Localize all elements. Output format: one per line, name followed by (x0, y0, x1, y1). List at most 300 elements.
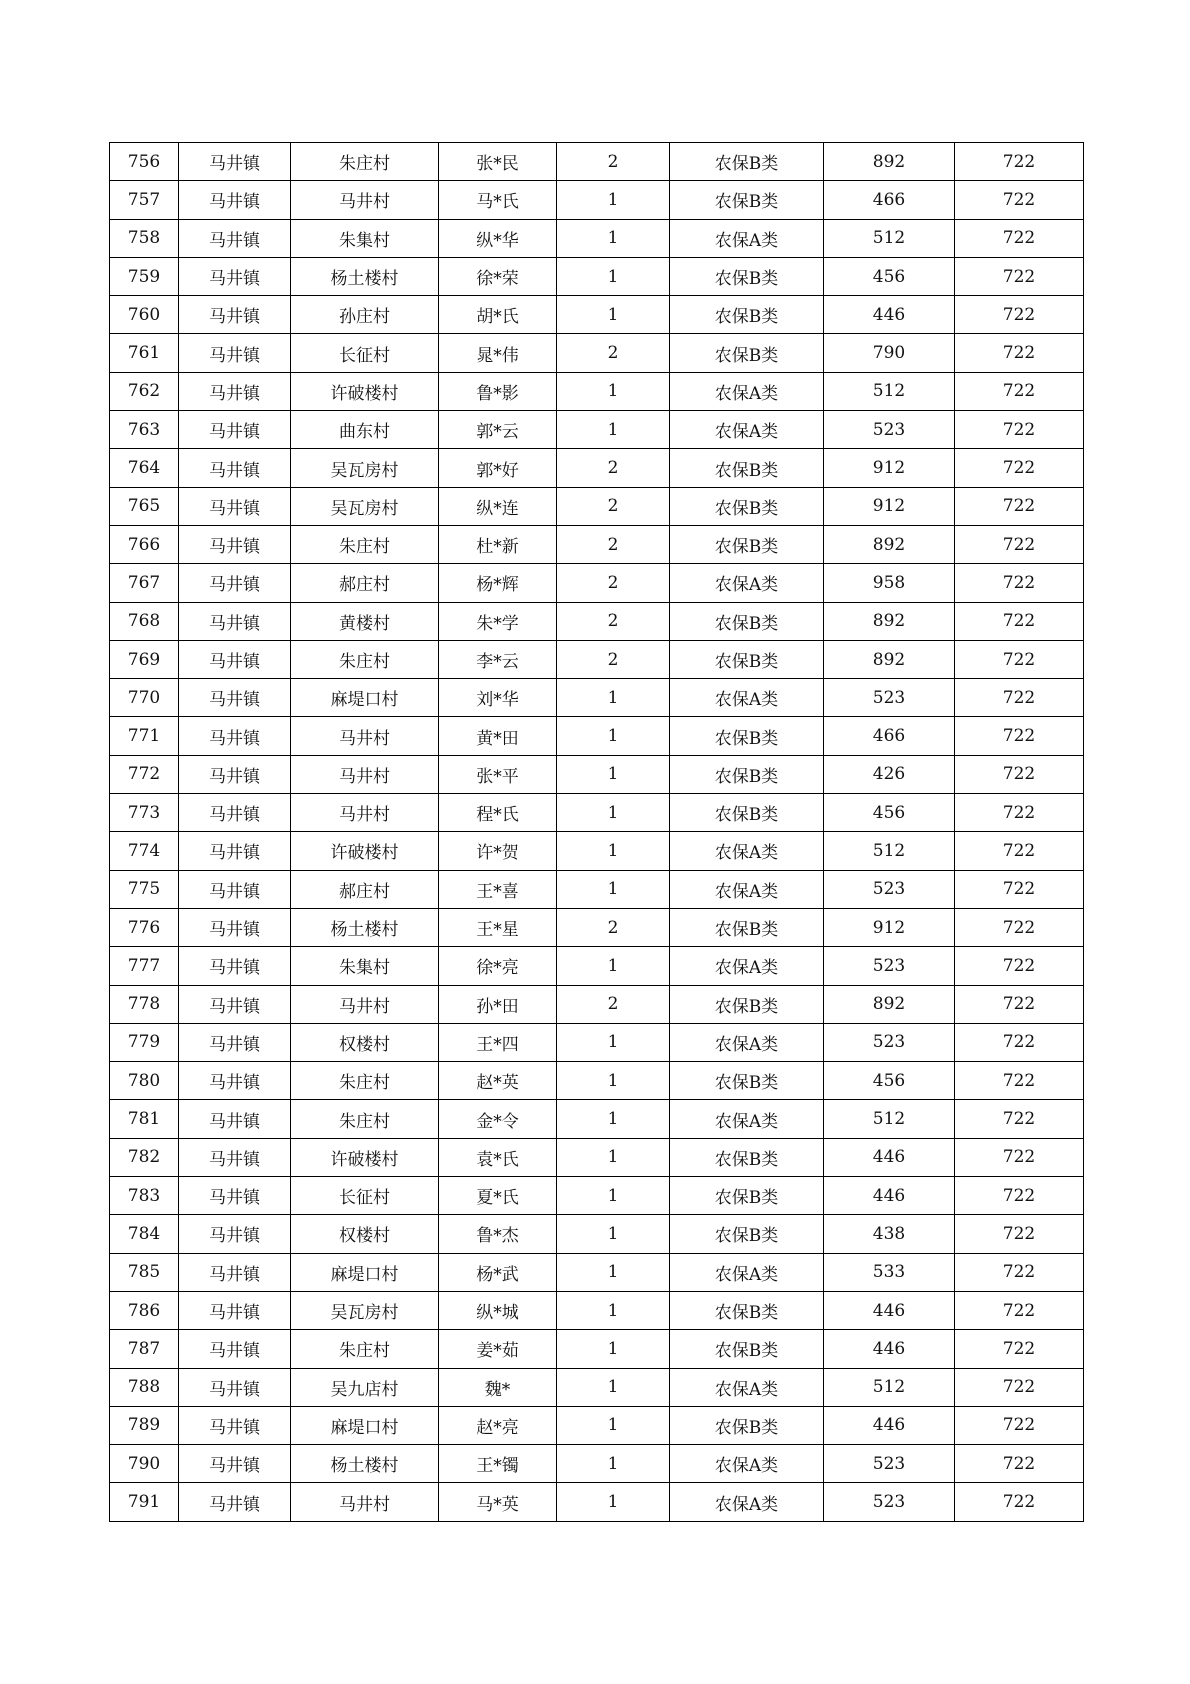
table-row (110, 832, 1084, 870)
township-cell: 马井镇 (179, 411, 291, 449)
table-row (110, 1253, 1084, 1291)
serial-number-cell: 778 (110, 985, 179, 1023)
serial-number-cell: 772 (110, 755, 179, 793)
amount-cell: 533 (824, 1253, 955, 1291)
person-name-cell: 马*氏 (439, 181, 557, 219)
insurance-category-cell: 农保A类 (670, 372, 824, 410)
standard-cell: 722 (955, 449, 1084, 487)
person-name-cell: 程*氏 (439, 794, 557, 832)
table-row (110, 1177, 1084, 1215)
standard-cell: 722 (955, 1138, 1084, 1176)
serial-number-cell: 760 (110, 296, 179, 334)
standard-cell: 722 (955, 1253, 1084, 1291)
person-name-cell: 杜*新 (439, 525, 557, 563)
serial-number-cell: 758 (110, 219, 179, 257)
table-row (110, 908, 1084, 946)
serial-number-cell: 757 (110, 181, 179, 219)
table-row (110, 334, 1084, 372)
standard-cell: 722 (955, 257, 1084, 295)
village-cell: 许破楼村 (291, 372, 439, 410)
serial-number-cell: 759 (110, 257, 179, 295)
amount-cell: 456 (824, 257, 955, 295)
amount-cell: 523 (824, 947, 955, 985)
amount-cell: 426 (824, 755, 955, 793)
table-row (110, 372, 1084, 410)
insurance-category-cell: 农保B类 (670, 1330, 824, 1368)
serial-number-cell: 790 (110, 1445, 179, 1483)
township-cell: 马井镇 (179, 564, 291, 602)
table-row (110, 219, 1084, 257)
village-cell: 孙庄村 (291, 296, 439, 334)
township-cell: 马井镇 (179, 1483, 291, 1521)
village-cell: 长征村 (291, 1177, 439, 1215)
insurance-category-cell: 农保B类 (670, 257, 824, 295)
household-size-cell: 1 (557, 755, 670, 793)
household-size-cell: 1 (557, 219, 670, 257)
household-size-cell: 1 (557, 794, 670, 832)
village-cell: 吴瓦房村 (291, 449, 439, 487)
table-row (110, 257, 1084, 295)
amount-cell: 912 (824, 449, 955, 487)
serial-number-cell: 773 (110, 794, 179, 832)
table-row (110, 1023, 1084, 1061)
insurance-category-cell: 农保B类 (670, 985, 824, 1023)
standard-cell: 722 (955, 602, 1084, 640)
amount-cell: 512 (824, 219, 955, 257)
serial-number-cell: 781 (110, 1100, 179, 1138)
household-size-cell: 1 (557, 870, 670, 908)
person-name-cell: 鲁*影 (439, 372, 557, 410)
records-table (109, 142, 1084, 1522)
household-size-cell: 1 (557, 257, 670, 295)
standard-cell: 722 (955, 1100, 1084, 1138)
amount-cell: 466 (824, 717, 955, 755)
serial-number-cell: 782 (110, 1138, 179, 1176)
person-name-cell: 夏*氏 (439, 1177, 557, 1215)
amount-cell: 790 (824, 334, 955, 372)
village-cell: 朱庄村 (291, 525, 439, 563)
township-cell: 马井镇 (179, 832, 291, 870)
person-name-cell: 赵*英 (439, 1062, 557, 1100)
standard-cell: 722 (955, 755, 1084, 793)
insurance-category-cell: 农保B类 (670, 1215, 824, 1253)
village-cell: 朱庄村 (291, 1330, 439, 1368)
table-body (110, 143, 1084, 1522)
amount-cell: 512 (824, 1100, 955, 1138)
amount-cell: 446 (824, 1291, 955, 1329)
table-row (110, 947, 1084, 985)
amount-cell: 912 (824, 487, 955, 525)
township-cell: 马井镇 (179, 1445, 291, 1483)
insurance-category-cell: 农保B类 (670, 181, 824, 219)
township-cell: 马井镇 (179, 334, 291, 372)
insurance-category-cell: 农保B类 (670, 717, 824, 755)
village-cell: 朱集村 (291, 947, 439, 985)
serial-number-cell: 769 (110, 640, 179, 678)
township-cell: 马井镇 (179, 296, 291, 334)
person-name-cell: 张*平 (439, 755, 557, 793)
village-cell: 郝庄村 (291, 870, 439, 908)
standard-cell: 722 (955, 679, 1084, 717)
table-row (110, 525, 1084, 563)
household-size-cell: 1 (557, 832, 670, 870)
standard-cell: 722 (955, 1406, 1084, 1444)
serial-number-cell: 756 (110, 143, 179, 181)
township-cell: 马井镇 (179, 679, 291, 717)
household-size-cell: 2 (557, 334, 670, 372)
person-name-cell: 王*星 (439, 908, 557, 946)
serial-number-cell: 763 (110, 411, 179, 449)
person-name-cell: 晁*伟 (439, 334, 557, 372)
table-row (110, 717, 1084, 755)
township-cell: 马井镇 (179, 449, 291, 487)
standard-cell: 722 (955, 372, 1084, 410)
serial-number-cell: 765 (110, 487, 179, 525)
township-cell: 马井镇 (179, 1330, 291, 1368)
village-cell: 杨土楼村 (291, 257, 439, 295)
person-name-cell: 姜*茹 (439, 1330, 557, 1368)
township-cell: 马井镇 (179, 181, 291, 219)
insurance-category-cell: 农保A类 (670, 1483, 824, 1521)
standard-cell: 722 (955, 1177, 1084, 1215)
amount-cell: 446 (824, 1177, 955, 1215)
table-row (110, 870, 1084, 908)
serial-number-cell: 774 (110, 832, 179, 870)
serial-number-cell: 768 (110, 602, 179, 640)
village-cell: 麻堤口村 (291, 1253, 439, 1291)
township-cell: 马井镇 (179, 1138, 291, 1176)
village-cell: 麻堤口村 (291, 679, 439, 717)
serial-number-cell: 789 (110, 1406, 179, 1444)
household-size-cell: 2 (557, 525, 670, 563)
township-cell: 马井镇 (179, 525, 291, 563)
village-cell: 朱庄村 (291, 1062, 439, 1100)
insurance-category-cell: 农保B类 (670, 487, 824, 525)
household-size-cell: 1 (557, 1368, 670, 1406)
standard-cell: 722 (955, 1445, 1084, 1483)
person-name-cell: 魏* (439, 1368, 557, 1406)
household-size-cell: 2 (557, 449, 670, 487)
amount-cell: 466 (824, 181, 955, 219)
amount-cell: 512 (824, 372, 955, 410)
household-size-cell: 2 (557, 564, 670, 602)
standard-cell: 722 (955, 219, 1084, 257)
serial-number-cell: 784 (110, 1215, 179, 1253)
table-row (110, 602, 1084, 640)
table-row (110, 143, 1084, 181)
serial-number-cell: 762 (110, 372, 179, 410)
amount-cell: 438 (824, 1215, 955, 1253)
person-name-cell: 郭*云 (439, 411, 557, 449)
table-row (110, 1330, 1084, 1368)
amount-cell: 512 (824, 1368, 955, 1406)
person-name-cell: 王*镯 (439, 1445, 557, 1483)
table-row (110, 1100, 1084, 1138)
insurance-category-cell: 农保B类 (670, 1138, 824, 1176)
standard-cell: 722 (955, 564, 1084, 602)
standard-cell: 722 (955, 870, 1084, 908)
table-row (110, 1062, 1084, 1100)
standard-cell: 722 (955, 832, 1084, 870)
amount-cell: 446 (824, 296, 955, 334)
insurance-category-cell: 农保A类 (670, 1100, 824, 1138)
insurance-category-cell: 农保A类 (670, 411, 824, 449)
table-row (110, 1291, 1084, 1329)
standard-cell: 722 (955, 525, 1084, 563)
standard-cell: 722 (955, 947, 1084, 985)
standard-cell: 722 (955, 717, 1084, 755)
insurance-category-cell: 农保B类 (670, 334, 824, 372)
township-cell: 马井镇 (179, 1023, 291, 1061)
insurance-category-cell: 农保B类 (670, 1406, 824, 1444)
table-row (110, 679, 1084, 717)
insurance-category-cell: 农保B类 (670, 296, 824, 334)
person-name-cell: 鲁*杰 (439, 1215, 557, 1253)
insurance-category-cell: 农保B类 (670, 908, 824, 946)
village-cell: 杨土楼村 (291, 908, 439, 946)
township-cell: 马井镇 (179, 947, 291, 985)
serial-number-cell: 783 (110, 1177, 179, 1215)
table-row (110, 755, 1084, 793)
household-size-cell: 1 (557, 1330, 670, 1368)
serial-number-cell: 791 (110, 1483, 179, 1521)
standard-cell: 722 (955, 1483, 1084, 1521)
table-row (110, 1445, 1084, 1483)
table-row (110, 1138, 1084, 1176)
person-name-cell: 徐*亮 (439, 947, 557, 985)
household-size-cell: 1 (557, 717, 670, 755)
household-size-cell: 1 (557, 296, 670, 334)
serial-number-cell: 779 (110, 1023, 179, 1061)
household-size-cell: 1 (557, 1406, 670, 1444)
village-cell: 郝庄村 (291, 564, 439, 602)
household-size-cell: 1 (557, 181, 670, 219)
village-cell: 马井村 (291, 985, 439, 1023)
table-row (110, 1483, 1084, 1521)
household-size-cell: 1 (557, 1291, 670, 1329)
insurance-category-cell: 农保A类 (670, 219, 824, 257)
person-name-cell: 刘*华 (439, 679, 557, 717)
township-cell: 马井镇 (179, 717, 291, 755)
insurance-category-cell: 农保B类 (670, 640, 824, 678)
insurance-category-cell: 农保B类 (670, 143, 824, 181)
serial-number-cell: 780 (110, 1062, 179, 1100)
household-size-cell: 2 (557, 487, 670, 525)
serial-number-cell: 761 (110, 334, 179, 372)
insurance-category-cell: 农保A类 (670, 1023, 824, 1061)
amount-cell: 912 (824, 908, 955, 946)
serial-number-cell: 776 (110, 908, 179, 946)
household-size-cell: 1 (557, 1483, 670, 1521)
village-cell: 权楼村 (291, 1215, 439, 1253)
insurance-category-cell: 农保A类 (670, 679, 824, 717)
amount-cell: 446 (824, 1138, 955, 1176)
serial-number-cell: 770 (110, 679, 179, 717)
person-name-cell: 孙*田 (439, 985, 557, 1023)
person-name-cell: 赵*亮 (439, 1406, 557, 1444)
person-name-cell: 金*令 (439, 1100, 557, 1138)
amount-cell: 512 (824, 832, 955, 870)
person-name-cell: 王*喜 (439, 870, 557, 908)
amount-cell: 892 (824, 640, 955, 678)
household-size-cell: 2 (557, 602, 670, 640)
table-row (110, 985, 1084, 1023)
amount-cell: 523 (824, 411, 955, 449)
amount-cell: 446 (824, 1330, 955, 1368)
village-cell: 曲东村 (291, 411, 439, 449)
township-cell: 马井镇 (179, 1291, 291, 1329)
person-name-cell: 郭*好 (439, 449, 557, 487)
township-cell: 马井镇 (179, 794, 291, 832)
amount-cell: 892 (824, 985, 955, 1023)
person-name-cell: 张*民 (439, 143, 557, 181)
person-name-cell: 杨*武 (439, 1253, 557, 1291)
village-cell: 吴瓦房村 (291, 1291, 439, 1329)
insurance-category-cell: 农保A类 (670, 832, 824, 870)
household-size-cell: 1 (557, 1445, 670, 1483)
insurance-category-cell: 农保B类 (670, 449, 824, 487)
township-cell: 马井镇 (179, 870, 291, 908)
household-size-cell: 1 (557, 1215, 670, 1253)
insurance-category-cell: 农保A类 (670, 1253, 824, 1291)
village-cell: 马井村 (291, 717, 439, 755)
township-cell: 马井镇 (179, 372, 291, 410)
insurance-category-cell: 农保B类 (670, 1177, 824, 1215)
standard-cell: 722 (955, 143, 1084, 181)
standard-cell: 722 (955, 1062, 1084, 1100)
household-size-cell: 1 (557, 1100, 670, 1138)
amount-cell: 523 (824, 870, 955, 908)
standard-cell: 722 (955, 296, 1084, 334)
serial-number-cell: 787 (110, 1330, 179, 1368)
table-row (110, 564, 1084, 602)
village-cell: 杨土楼村 (291, 1445, 439, 1483)
person-name-cell: 朱*学 (439, 602, 557, 640)
village-cell: 朱集村 (291, 219, 439, 257)
township-cell: 马井镇 (179, 1368, 291, 1406)
village-cell: 朱庄村 (291, 1100, 439, 1138)
township-cell: 马井镇 (179, 602, 291, 640)
standard-cell: 722 (955, 181, 1084, 219)
amount-cell: 892 (824, 143, 955, 181)
person-name-cell: 纵*华 (439, 219, 557, 257)
serial-number-cell: 786 (110, 1291, 179, 1329)
township-cell: 马井镇 (179, 1215, 291, 1253)
insurance-category-cell: 农保B类 (670, 1291, 824, 1329)
table-row (110, 181, 1084, 219)
household-size-cell: 1 (557, 372, 670, 410)
standard-cell: 722 (955, 1291, 1084, 1329)
township-cell: 马井镇 (179, 985, 291, 1023)
household-size-cell: 1 (557, 1062, 670, 1100)
household-size-cell: 1 (557, 947, 670, 985)
serial-number-cell: 767 (110, 564, 179, 602)
township-cell: 马井镇 (179, 1253, 291, 1291)
village-cell: 朱庄村 (291, 640, 439, 678)
insurance-category-cell: 农保A类 (670, 564, 824, 602)
person-name-cell: 纵*连 (439, 487, 557, 525)
amount-cell: 892 (824, 525, 955, 563)
household-size-cell: 1 (557, 1023, 670, 1061)
person-name-cell: 纵*城 (439, 1291, 557, 1329)
table-row (110, 411, 1084, 449)
person-name-cell: 胡*氏 (439, 296, 557, 334)
standard-cell: 722 (955, 1330, 1084, 1368)
township-cell: 马井镇 (179, 257, 291, 295)
township-cell: 马井镇 (179, 219, 291, 257)
village-cell: 吴九店村 (291, 1368, 439, 1406)
insurance-category-cell: 农保B类 (670, 1062, 824, 1100)
household-size-cell: 1 (557, 1138, 670, 1176)
village-cell: 黄楼村 (291, 602, 439, 640)
household-size-cell: 2 (557, 143, 670, 181)
table-row (110, 1368, 1084, 1406)
standard-cell: 722 (955, 334, 1084, 372)
person-name-cell: 许*贺 (439, 832, 557, 870)
serial-number-cell: 775 (110, 870, 179, 908)
village-cell: 权楼村 (291, 1023, 439, 1061)
township-cell: 马井镇 (179, 487, 291, 525)
household-size-cell: 1 (557, 1177, 670, 1215)
village-cell: 马井村 (291, 1483, 439, 1521)
insurance-category-cell: 农保A类 (670, 947, 824, 985)
household-size-cell: 1 (557, 1253, 670, 1291)
table-row (110, 296, 1084, 334)
amount-cell: 456 (824, 1062, 955, 1100)
village-cell: 马井村 (291, 755, 439, 793)
serial-number-cell: 766 (110, 525, 179, 563)
household-size-cell: 2 (557, 640, 670, 678)
standard-cell: 722 (955, 1215, 1084, 1253)
village-cell: 马井村 (291, 794, 439, 832)
township-cell: 马井镇 (179, 143, 291, 181)
township-cell: 马井镇 (179, 908, 291, 946)
serial-number-cell: 785 (110, 1253, 179, 1291)
person-name-cell: 袁*氏 (439, 1138, 557, 1176)
amount-cell: 523 (824, 1023, 955, 1061)
standard-cell: 722 (955, 1368, 1084, 1406)
village-cell: 长征村 (291, 334, 439, 372)
standard-cell: 722 (955, 487, 1084, 525)
insurance-category-cell: 农保A类 (670, 870, 824, 908)
standard-cell: 722 (955, 411, 1084, 449)
serial-number-cell: 788 (110, 1368, 179, 1406)
township-cell: 马井镇 (179, 1406, 291, 1444)
table-row (110, 794, 1084, 832)
person-name-cell: 李*云 (439, 640, 557, 678)
household-size-cell: 2 (557, 985, 670, 1023)
village-cell: 马井村 (291, 181, 439, 219)
township-cell: 马井镇 (179, 1177, 291, 1215)
village-cell: 许破楼村 (291, 832, 439, 870)
household-size-cell: 2 (557, 908, 670, 946)
standard-cell: 722 (955, 1023, 1084, 1061)
table-row (110, 1215, 1084, 1253)
village-cell: 许破楼村 (291, 1138, 439, 1176)
table-row (110, 449, 1084, 487)
amount-cell: 456 (824, 794, 955, 832)
serial-number-cell: 771 (110, 717, 179, 755)
person-name-cell: 徐*荣 (439, 257, 557, 295)
table-row (110, 1406, 1084, 1444)
person-name-cell: 马*英 (439, 1483, 557, 1521)
insurance-category-cell: 农保B类 (670, 525, 824, 563)
insurance-category-cell: 农保B类 (670, 755, 824, 793)
amount-cell: 892 (824, 602, 955, 640)
village-cell: 麻堤口村 (291, 1406, 439, 1444)
amount-cell: 523 (824, 1445, 955, 1483)
village-cell: 吴瓦房村 (291, 487, 439, 525)
